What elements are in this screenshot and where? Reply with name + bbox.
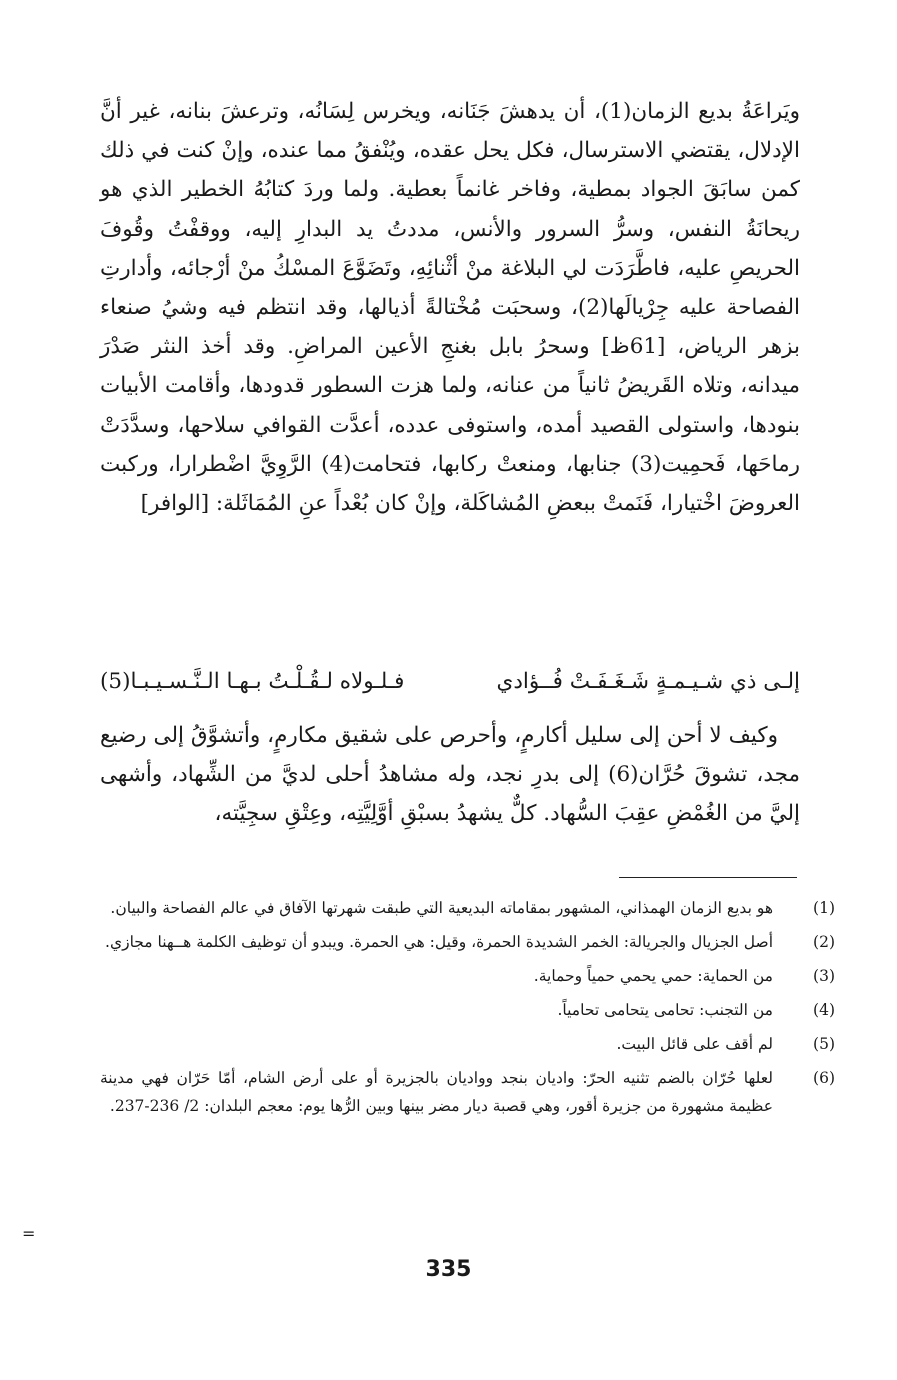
- footnote-text: لعلها حُرّان بالضم تثنيه الحرّ: واديان بنجد وواديان بالجزيرة أو على أرض الشام، أمّا حَرّان فهي مدينة عظيمة مشهورة من جزيرة أقور، وهي قصبة ديار مضر بينها وبين الرُّها يوم: معجم البلدان: 2/ 236-237.: [100, 1069, 773, 1115]
- footnote-number: (2): [813, 933, 835, 951]
- footnote-text: من التجنب: تحامى يتحامى تحامياً.: [557, 1001, 773, 1019]
- footnote-number: (1): [813, 899, 835, 917]
- footnote-separator: [619, 877, 797, 878]
- verse-first-hemistich: إلـى ذي شـيـمـةٍ شَـغَـفَـتْ فُــؤادي: [496, 669, 800, 694]
- footnote-text: من الحماية: حمي يحمي حمياً وحماية.: [533, 967, 773, 985]
- footnote-3: [100, 962, 835, 990]
- main-paragraph: [100, 92, 800, 523]
- verse-second-hemistich: فـلـولاه لـقُـلْـتُ بـهـا الـنَّـسـيـبـا(5): [100, 669, 405, 694]
- footnote-number: (5): [813, 1035, 835, 1053]
- continuation-mark: =: [22, 1224, 36, 1243]
- footnote-6: [100, 1064, 835, 1120]
- page-number: 335: [425, 1257, 472, 1282]
- footnote-number: (3): [813, 967, 835, 985]
- footnote-5: [100, 1030, 835, 1058]
- footnote-text: أصل الجزيال والجريالة: الخمر الشديدة الحمرة، وقيل: هي الحمرة. ويبدو أن توظيف الكلمة هــهنا مجازي.: [105, 933, 773, 951]
- footnote-2: [100, 928, 835, 956]
- footnote-4: [100, 996, 835, 1024]
- poetry-verse: [100, 660, 800, 704]
- paragraph-1: ويَراعَةُ بديع الزمان(1)، أن يدهشَ جَنَانه، ويخرس لِسَانُه، وترعشَ بنانه، غير أنَّ الإدلال، يقتضي الاسترسال، فكل يحل عقده، ويُنْفقُ مما عنده، وإنْ كنت في ذلك كمن سابَقَ الجواد بمطية، وفاخر غانماً بعطية. ولما وردَ كتابُهُ الخطير الذي هو ريحانَةُ النفس، وسرُّ السرور والأنس، مددتُ يد البدارِ إليه، ووقفْتُ وقُوفَ الحريصِ عليه، فاطَّرَدَت لي البلاغة منْ أثْنائِهِ، وتَضَوَّعَ المسْكُ منْ أرْجائه، وأدارتِ الفصاحة عليه جِرْيالَها(2)، وسحبَت مُخْتالةً أذيالها، وقد انتظم فيه وشيُ صنعاء بزهر الرياض، [61ظ] وسحرُ بابل بغنجِ الأعين المراضِ. وقد أخذ النثر صَدْرَ ميدانه، وتلاه القَريضُ ثانياً من عنانه، ولما هزت السطور قدودها، وأقامت الأبيات بنودها، واستولى القصيد أمده، واستوفى عدده، أعدَّت القوافي سلاحها، وسدَّدَتْ رماحَها، فَحمِيت(3) جنابها، ومنعتْ ركابها، فتحامت(4) الرَّوِيَّ اضْطرارا، وركبت العروضَ اخْتيارا، فَنَمتْ ببعضِ المُشاكَلة، وإنْ كان بُعْداً عنِ المُمَاثَلة: [الوافر]: [100, 99, 800, 517]
- footnotes: [100, 894, 835, 1126]
- paragraph-2: وكيف لا أحن إلى سليل أكارمٍ، وأحرص على شقيق مكارمٍ، وأتشوَّقُ إلى رضيع مجد، تشوقَ حُرَّان(6) إلى بدرِ نجد، وله مشاهدُ أحلى لديَّ من الشِّهاد، وأشهى إليَّ من الغُمْضِ عقِبَ السُّهاد. كلٌّ يشهدُ بسبْقِ أوَّلِيَّتِه، وعِتْقِ سجِيَّته،: [100, 723, 800, 827]
- footnote-number: (4): [813, 1001, 835, 1019]
- footnote-number: (6): [813, 1069, 835, 1087]
- footnote-text: هو بديع الزمان الهمذاني، المشهور بمقاماته البديعية التي طبقت شهرتها الآفاق في عالم الفصاحة والبيان.: [110, 899, 773, 917]
- footnote-1: [100, 894, 835, 922]
- second-paragraph: [100, 716, 800, 834]
- footnote-text: لم أقف على قائل البيت.: [616, 1035, 773, 1053]
